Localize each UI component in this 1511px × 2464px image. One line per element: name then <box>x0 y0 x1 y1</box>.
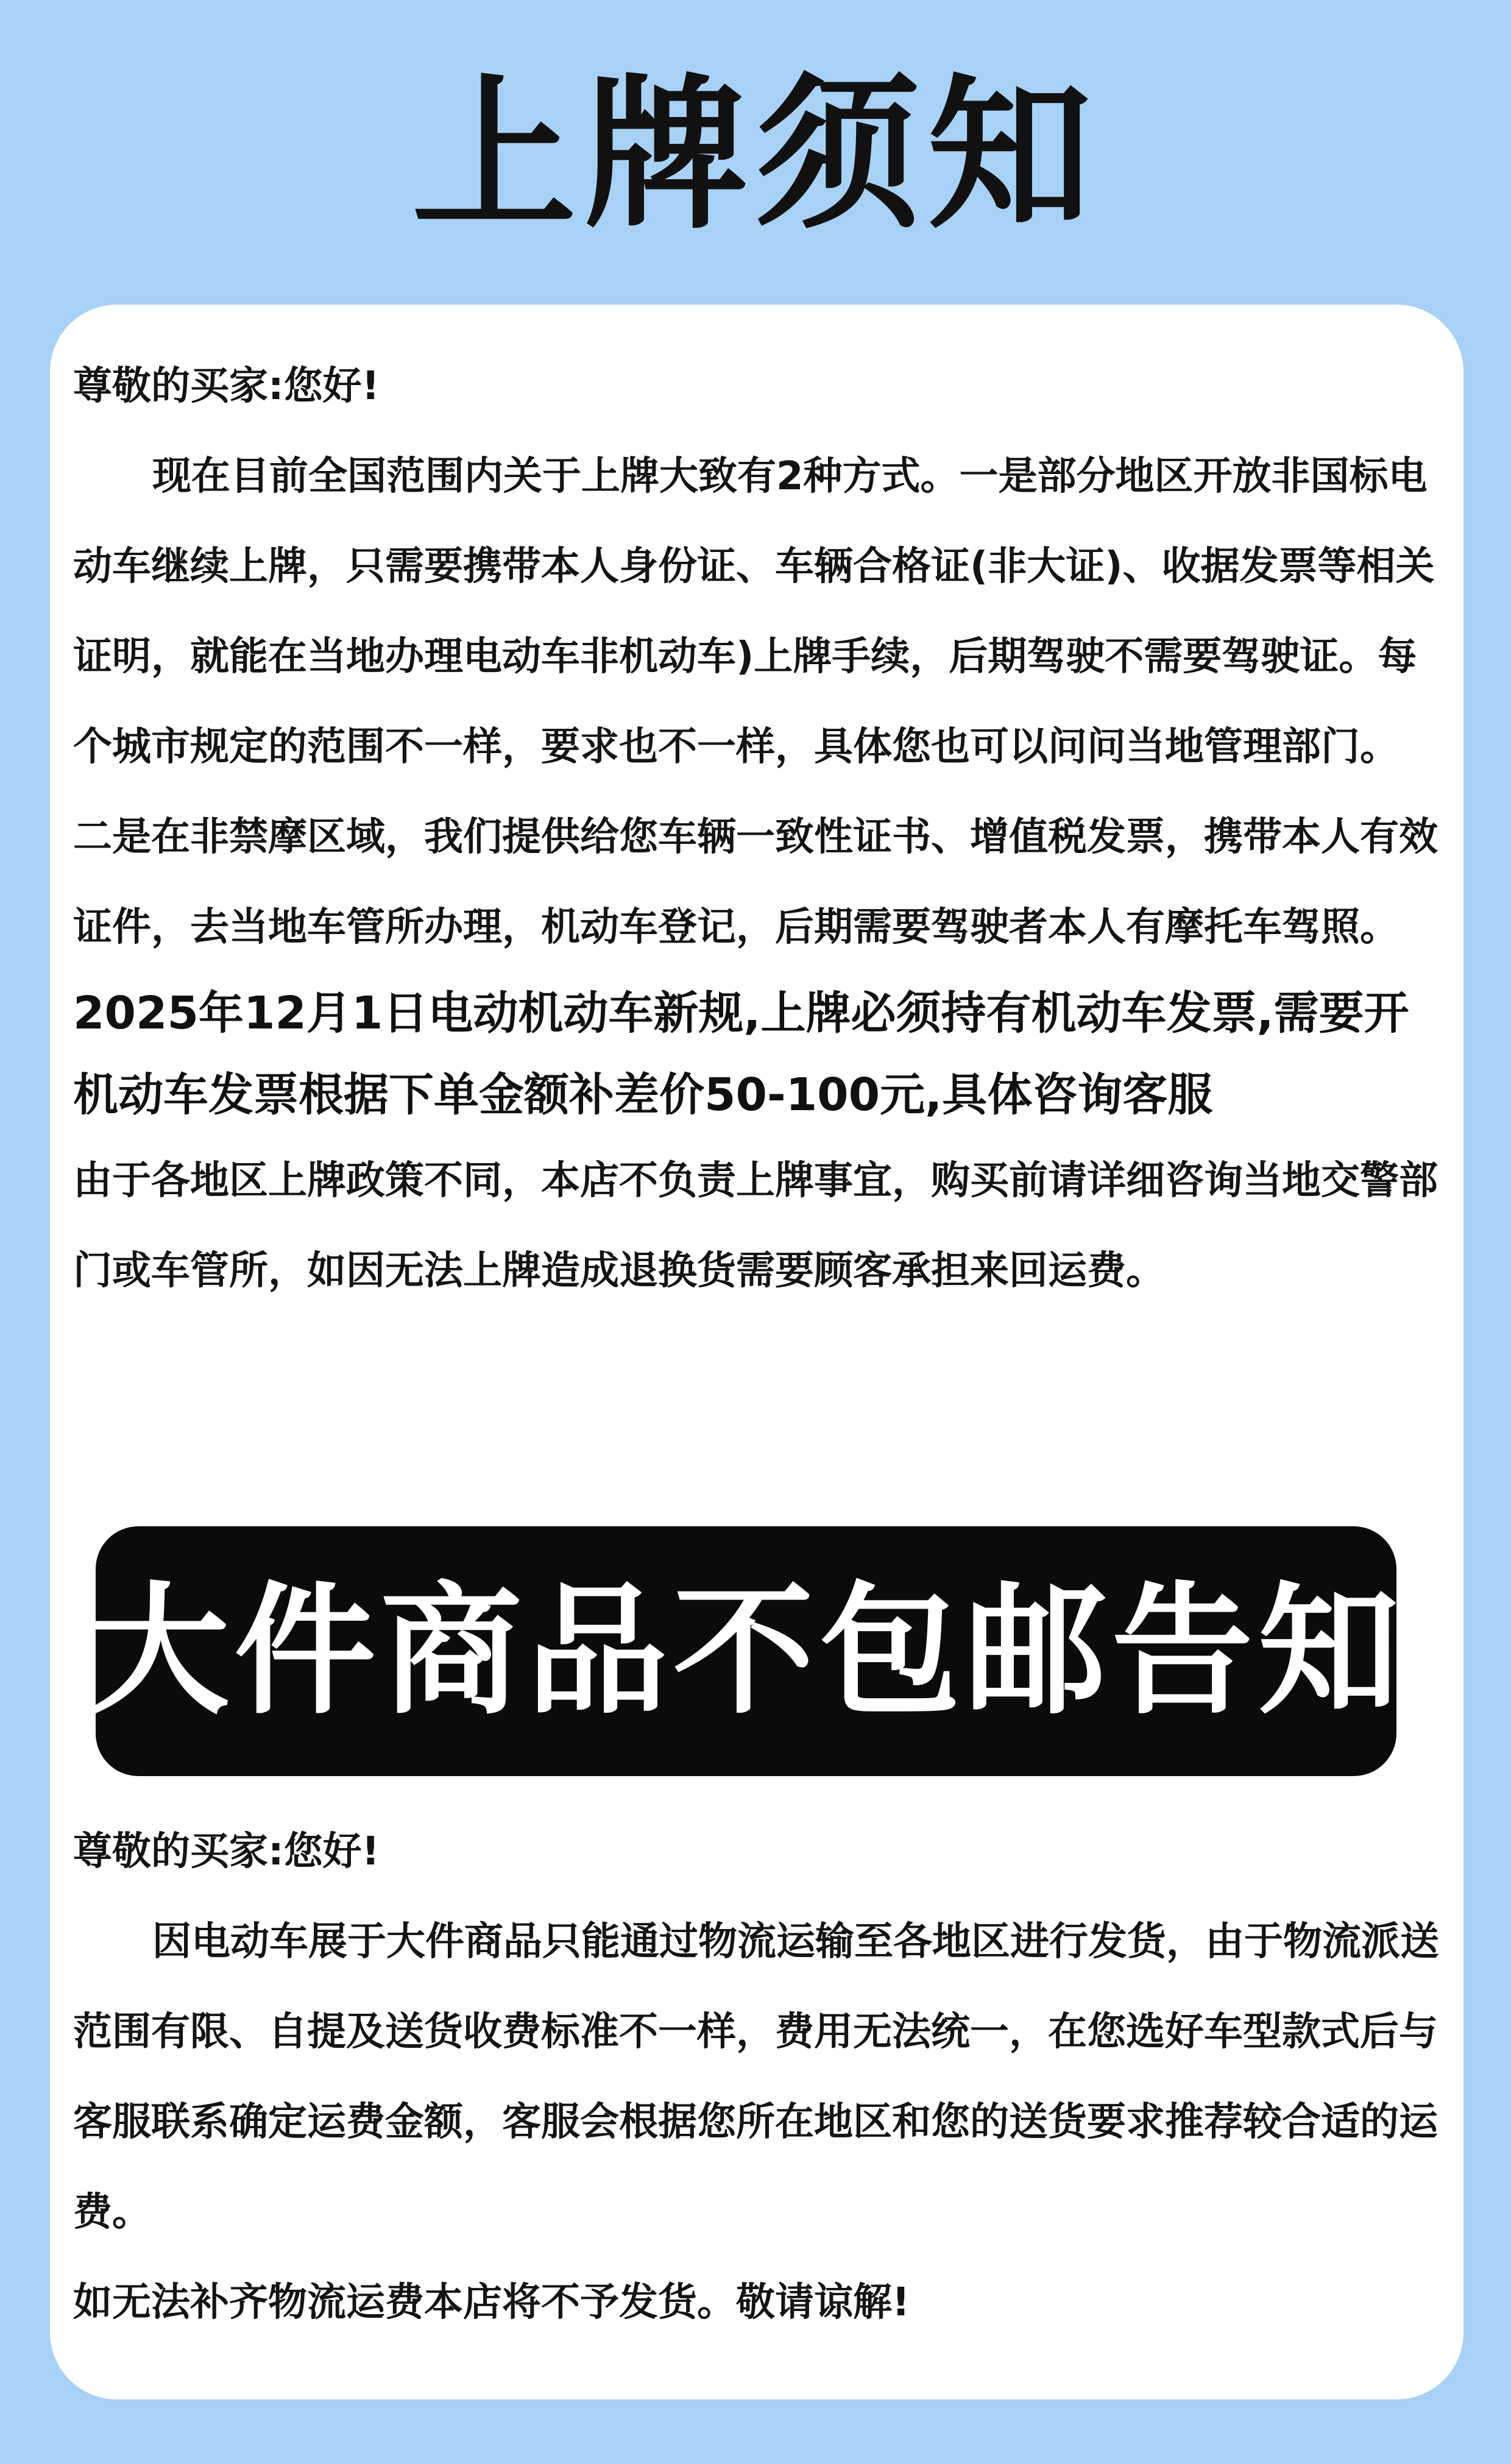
plate-notice-section <box>73 341 1450 1316</box>
shipping-paragraph: 因电动车展于大件商品只能通过物流运输至各地区进行发货，由于物流派送范围有限、自提及送货收费标准不一样，费用无法统一，在您选好车型款式后与客服联系确定运费金额，客服会根据您所在地区和您的送货要求推荐较合适的运费。 <box>73 1919 1439 2235</box>
page-title: 上牌须知 <box>412 59 1099 251</box>
shipping-closing: 如无法补齐物流运费本店将不予发货。敬请谅解! <box>73 2280 910 2325</box>
plate-greeting: 尊敬的买家:您好! <box>73 364 380 409</box>
plate-new-rule: 2025年12月1日电动机动车新规,上牌必须持有机动车发票,需要开机动车发票根据下单金额补差价50-100元,具体咨询客服 <box>73 987 1409 1121</box>
oversize-shipping-banner <box>88 1526 1404 1776</box>
banner-text: 大件商品不包邮告知 <box>88 1569 1404 1733</box>
plate-disclaimer: 由于各地区上牌政策不同，本店不负责上牌事宜，购买前请详细咨询当地交警部门或车管所，如因无法上牌造成退换货需要顾客承担来回运费。 <box>73 1158 1438 1294</box>
shipping-greeting: 尊敬的买家:您好! <box>73 1829 380 1874</box>
notice-card <box>50 305 1463 2399</box>
plate-paragraph-motor-registration: 二是在非禁摩区域，我们提供给您车辆一致性证书、增值税发票，携带本人有效证件，去当地车管所办理，机动车登记，后期需要驾驶者本人有摩托车驾照。 <box>73 815 1438 950</box>
plate-paragraph-methods: 现在目前全国范围内关于上牌大致有2种方式。一是部分地区开放非国标电动车继续上牌，只需要携带本人身份证、车辆合格证(非大证)、收据发票等相关证明，就能在当地办理电动车非机动车)上牌手续，后期驾驶不需要驾驶证。每个城市规定的范围不一样，要求也不一样，具体您也可以问问当地管理部门。 <box>73 454 1435 770</box>
shipping-notice-section <box>73 1807 1450 2348</box>
